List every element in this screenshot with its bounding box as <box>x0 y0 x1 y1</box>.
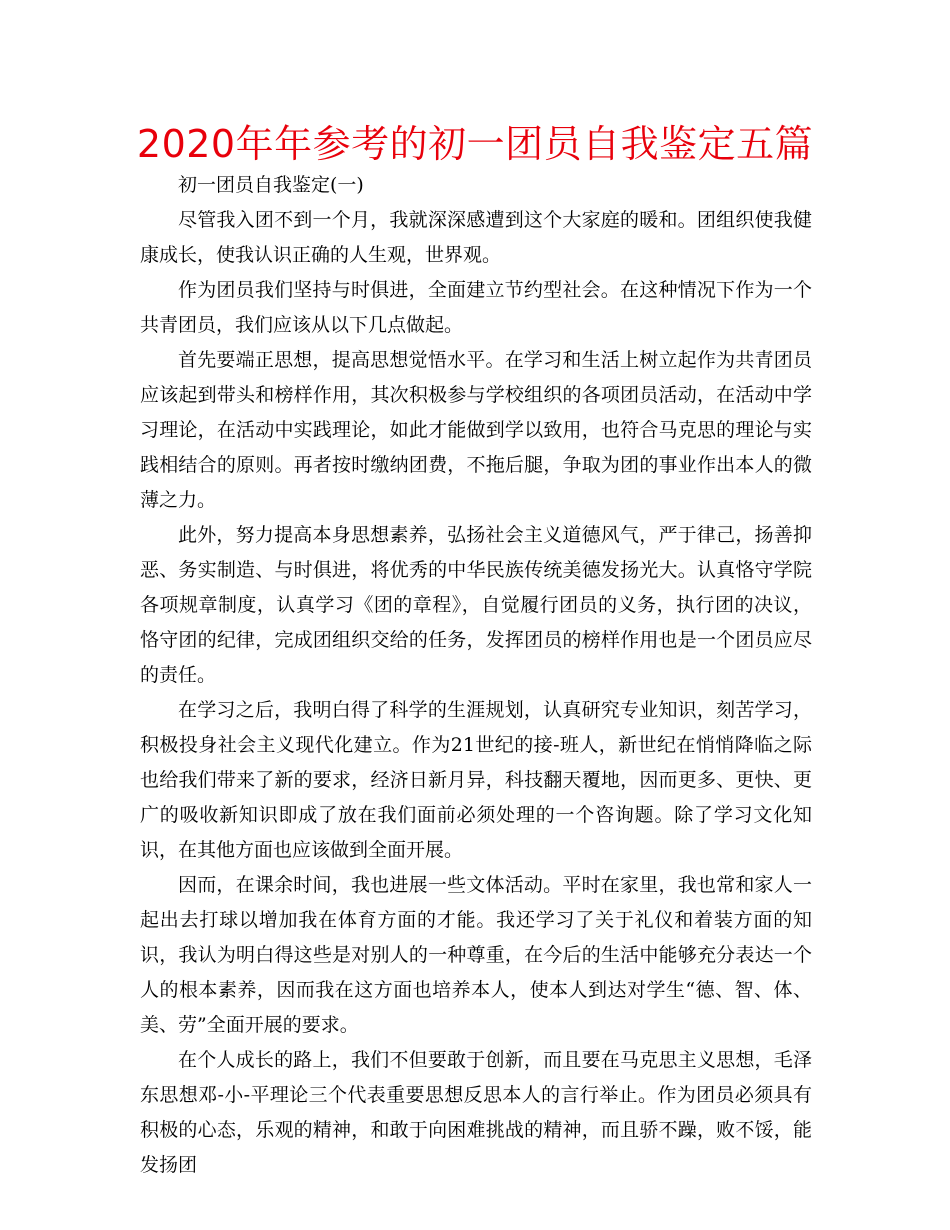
paragraph: 因而，在课余时间，我也进展一些文体活动。平时在家里，我也常和家人一起出去打球以增加我在体育方面的才能。我还学习了关于礼仪和着装方面的知识，我认为明白得这些是对别人的一种尊重，在今后的生活中能够充分表达一个人的根本素养，因而我在这方面也培养本人，使本人到达对学生“德、智、体、美、劳”全面开展的要求。 <box>140 874 812 1036</box>
paragraph: 此外，努力提高本身思想素养，弘扬社会主义道德风气，严于律己，扬善抑恶、务实制造、与时俱进，将优秀的中华民族传统美德发扬光大。认真恪守学院各项规章制度，认真学习《团的章程》，自觉履行团员的义务，执行团的决议，恪守团的纪律，完成团组织交给的任务，发挥团员的榜样作用也是一个团员应尽的责任。 <box>140 524 812 686</box>
document-title: 2020年年参考的初一团员自我鉴定五篇 <box>136 122 814 166</box>
paragraph: 作为团员我们坚持与时俱进，全面建立节约型社会。在这种情况下作为一个共青团员，我们应该从以下几点做起。 <box>140 279 812 336</box>
document-body <box>140 168 812 1183</box>
paragraph: 在个人成长的路上，我们不但要敢于创新，而且要在马克思主义思想，毛泽东思想邓-小-平理论三个代表重要思想反思本人的言行举止。作为团员必须具有积极的心态，乐观的精神，和敢于向困难挑战的精神，而且骄不躁，败不馁，能发扬团 <box>140 1049 812 1176</box>
paragraph: 在学习之后，我明白得了科学的生涯规划，认真研究专业知识，刻苦学习，积极投身社会主义现代化建立。作为21世纪的接-班人，新世纪在悄悄降临之际也给我们带来了新的要求，经济日新月异，科技翻天覆地，因而更多、更快、更广的吸收新知识即成了放在我们面前必须处理的一个咨询题。除了学习文化知识，在其他方面也应该做到全面开展。 <box>140 699 812 861</box>
paragraph: 初一团员自我鉴定(一) <box>178 174 364 196</box>
paragraph: 首先要端正思想，提高思想觉悟水平。在学习和生活上树立起作为共青团员应该起到带头和榜样作用，其次积极参与学校组织的各项团员活动，在活动中学习理论，在活动中实践理论，如此才能做到学以致用，也符合马克思的理论与实践相结合的原则。再者按时缴纳团费，不拖后腿，争取为团的事业作出本人的微薄之力。 <box>140 349 812 511</box>
paragraph: 尽管我入团不到一个月，我就深深感遭到这个大家庭的暖和。团组织使我健康成长，使我认识正确的人生观，世界观。 <box>140 209 812 266</box>
